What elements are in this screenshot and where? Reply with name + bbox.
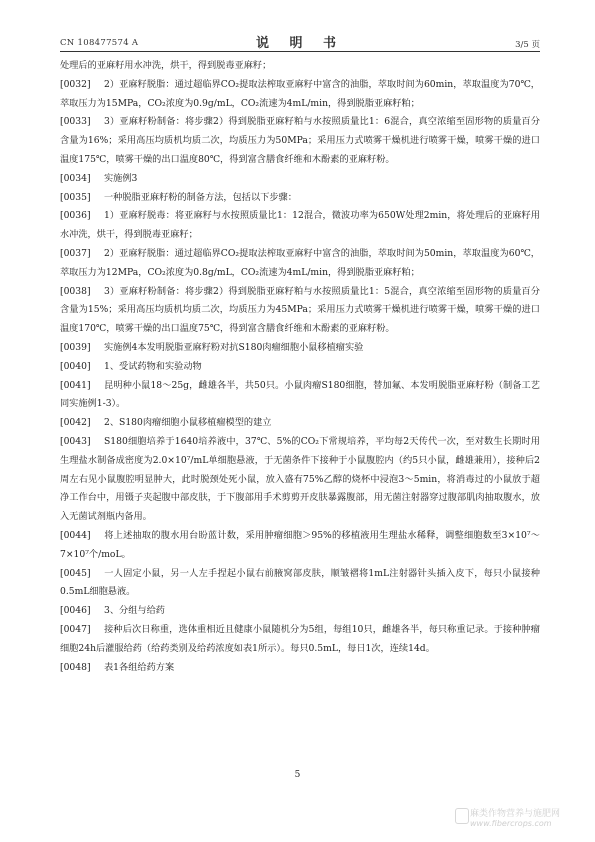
paragraph-text: 1）亚麻籽脱毒：将亚麻籽与水按照质量比1：12混合，微波功率为650W处理2min，将处理后的亚麻籽用水冲洗，烘干，得到脱毒亚麻籽； xyxy=(60,210,540,241)
paragraph xyxy=(60,170,540,189)
paragraph xyxy=(60,602,540,621)
paragraph-text: 3）亚麻籽粉制备：将步骤2）得到脱脂亚麻籽粕与水按照质量比1：6混合，真空浓缩至固形物的质量百分含量为16%；采用高压均质机均质二次，均质压力为50MPa；采用压力式喷雾干燥机进行喷雾干燥，喷雾干燥的进口温度175℃，喷雾干燥的出口温度80℃，得到富含膳食纤维和木酚素的亚麻籽粉。 xyxy=(60,116,540,165)
paragraph xyxy=(60,659,540,678)
paragraph-number: [0047] xyxy=(60,623,91,635)
watermark-site-name: 麻类作物营养与施肥网 xyxy=(470,809,561,819)
paragraph-text: S180细胞培养于1640培养液中，37℃、5%的CO₂下常规培养，平均每2天传代一次，至对数生长期时用生理盐水制备成密度为2.0×10⁷/mL单细胞悬液，于无菌条件下接种于小鼠腹腔内（约5只小鼠，雌雄兼用），接种后2周左右见小鼠腹腔明显肿大，此时脱颈处死小鼠，放入盛有75%乙醇的烧杯中浸泡3～5min，将消毒过的小鼠放于超净工作台中，用镊子夹起腹中部皮肤，于下腹部用手术剪剪开皮肤暴露腹部，用无菌注射器穿过腹部肌肉抽取腹水，放入无菌试剂瓶内备用。 xyxy=(60,435,540,523)
paragraph-text: 2）亚麻籽脱脂：通过超临界CO₂提取法榨取亚麻籽中富含的油脂，萃取时间为60min，萃取温度为70℃，萃取压力为15MPa，CO₂浓度为0.9g/mL，CO₂流速为4mL/min，得到脱脂亚麻籽粕； xyxy=(60,78,540,109)
paragraph-text: 接种后次日称重，选体重相近且健康小鼠随机分为5组，每组10只，雌雄各半，每只称重记录。于接种肿瘤细胞24h后灌服给药（给药类别及给药浓度如表1所示）。每只0.5mL，每日1次，连续14d。 xyxy=(60,623,540,654)
paragraph-number: [0039] xyxy=(60,341,91,353)
paragraph-text: 2）亚麻籽脱脂：通过超临界CO₂提取法榨取亚麻籽中富含的油脂，萃取时间为50min，萃取温度为60℃，萃取压力为12MPa，CO₂浓度为0.8g/mL，CO₂流速为4mL/min，得到脱脂亚麻籽粕； xyxy=(60,247,540,278)
paragraph-number: [0042] xyxy=(60,417,91,429)
paragraph xyxy=(60,339,540,358)
paragraph-text: 3）亚麻籽粉制备：将步骤2）得到脱脂亚麻籽粕与水按照质量比1：5混合，真空浓缩至固形物的质量百分含量为15%；采用高压均质机均质二次，均质压力为45MPa；采用压力式喷雾干燥机进行喷雾干燥，喷雾干燥的进口温度170℃，喷雾干燥的出口温度75℃，得到富含膳食纤维和木酚素的亚麻籽粉。 xyxy=(60,285,540,335)
paragraph-number: [0032] xyxy=(60,78,91,90)
paragraph-number: [0035] xyxy=(60,191,91,203)
paragraph-text: 昆明种小鼠18～25g，雌雄各半，共50只。小鼠肉瘤S180细胞，替加氟、本发明脱脂亚麻籽粉（制备工艺同实施例1-3）。 xyxy=(60,379,540,410)
header-divider xyxy=(60,51,540,52)
paragraph-text: 处理后的亚麻籽用水冲洗，烘干，得到脱毒亚麻籽； xyxy=(60,60,272,71)
paragraph xyxy=(60,433,540,527)
paragraph-text: 2、S180肉瘤细胞小鼠移植瘤模型的建立 xyxy=(104,417,272,429)
paragraph-text: 一人固定小鼠，另一人左手捏起小鼠右前腋窝部皮肤，顺皱褶将1mL注射器针头插入皮下，每只小鼠接种0.5mL细胞悬液。 xyxy=(60,567,540,598)
paragraph-text: 表1各组给药方案 xyxy=(104,661,175,673)
watermark-logo-icon xyxy=(455,808,469,824)
paragraph-number: [0033] xyxy=(60,116,91,128)
paragraph xyxy=(60,57,540,76)
page-number: 5 xyxy=(294,770,301,780)
paragraph xyxy=(60,621,540,659)
paragraph-number: [0041] xyxy=(60,379,91,391)
page-indicator: 3/5 页 xyxy=(515,40,540,50)
paragraph-number: [0038] xyxy=(60,285,91,297)
paragraph-number: [0043] xyxy=(60,435,91,447)
paragraph-text: 1、受试药物和实验动物 xyxy=(104,360,202,372)
page-header xyxy=(60,30,540,50)
paragraph-text: 实施例3 xyxy=(104,172,138,184)
paragraph-number: [0036] xyxy=(60,210,91,222)
paragraph xyxy=(60,189,540,208)
paragraph xyxy=(60,76,540,114)
paragraph xyxy=(60,207,540,245)
paragraph xyxy=(60,377,540,415)
paragraph-number: [0037] xyxy=(60,247,91,259)
paragraph xyxy=(60,245,540,283)
paragraph xyxy=(60,414,540,433)
watermark-url: www.fibercrops.com xyxy=(470,819,552,828)
paragraph-text: 3、分组与给药 xyxy=(104,605,165,617)
paragraph-number: [0045] xyxy=(60,567,91,579)
paragraph-number: [0046] xyxy=(60,605,91,617)
paragraph xyxy=(60,527,540,565)
paragraph-number: [0040] xyxy=(60,360,91,372)
paragraph xyxy=(60,358,540,377)
paragraph xyxy=(60,565,540,603)
paragraph-number: [0034] xyxy=(60,172,91,184)
paragraph-number: [0044] xyxy=(60,529,91,541)
paragraph-number: [0048] xyxy=(60,661,91,673)
document-body xyxy=(60,57,540,677)
paragraph-text: 将上述抽取的腹水用台盼蓝计数，采用肿瘤细胞＞95%的移植液用生理盐水稀释，调整细胞数至3×10⁷～7×10⁷个/moL。 xyxy=(60,529,540,560)
paragraph-text: 实施例4本发明脱脂亚麻籽粉对抗S180肉瘤细胞小鼠移植瘤实验 xyxy=(104,341,364,353)
paragraph xyxy=(60,283,540,339)
publication-number: CN 108477574 A xyxy=(60,38,139,48)
paragraph xyxy=(60,113,540,169)
paragraph-text: 一种脱脂亚麻籽粉的制备方法，包括以下步骤： xyxy=(104,191,297,203)
document-title: 说 明 书 xyxy=(255,36,345,51)
